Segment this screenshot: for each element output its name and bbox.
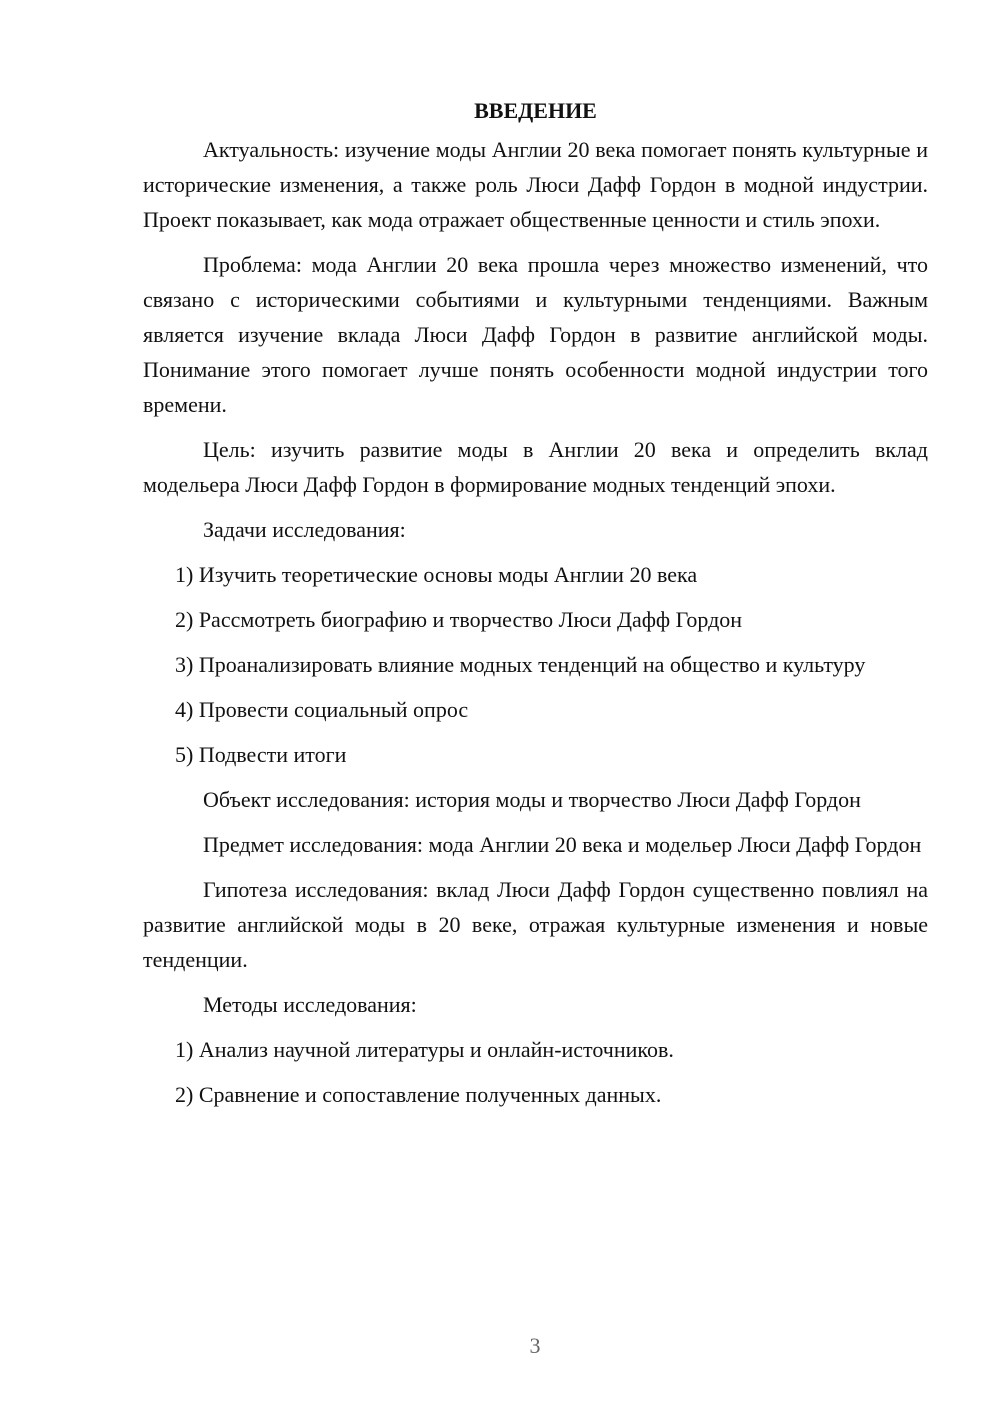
task-item: 5) Подвести итоги [175, 742, 347, 767]
task-item: 1) Изучить теоретические основы моды Англии 20 века [175, 562, 698, 587]
method-item: 2) Сравнение и сопоставление полученных данных. [175, 1082, 662, 1107]
task-item: 2) Рассмотреть биографию и творчество Люси Дафф Гордон [175, 607, 743, 632]
paragraph-object: Объект исследования: история моды и творчество Люси Дафф Гордон [203, 787, 861, 812]
paragraph-hypothesis: Гипотеза исследования: вклад Люси Дафф Гордон существенно повлиял на развитие английской моды в 20 веке, отражая культурные изменения и новые тенденции. [143, 877, 928, 972]
page-title: ВВЕДЕНИЕ [474, 98, 597, 123]
task-item: 3) Проанализировать влияние модных тенденций на общество и культуру [175, 652, 866, 677]
method-item: 1) Анализ научной литературы и онлайн-источников. [175, 1037, 674, 1062]
paragraph-goal: Цель: изучить развитие моды в Англии 20 века и определить вклад модельера Люси Дафф Гордон в формирование модных тенденций эпохи. [143, 437, 928, 497]
paragraph-relevance: Актуальность: изучение моды Англии 20 века помогает понять культурные и исторические изменения, а также роль Люси Дафф Гордон в модной индустрии. Проект показывает, как мода отражает общественные ценности и стиль эпохи. [143, 137, 928, 232]
page-number: 3 [529, 1333, 541, 1358]
document-page [143, 93, 928, 1122]
paragraph-problem: Проблема: мода Англии 20 века прошла через множество изменений, что связано с историческими событиями и культурными тенденциями. Важным является изучение вклада Люси Дафф Гордон в развитие английской моды. Понимание этого помогает лучше понять особенности модной индустрии того времени. [143, 252, 928, 417]
tasks-heading: Задачи исследования: [203, 517, 406, 542]
paragraph-subject: Предмет исследования: мода Англии 20 века и модельер Люси Дафф Гордон [203, 832, 922, 857]
methods-heading: Методы исследования: [203, 992, 417, 1017]
task-item: 4) Провести социальный опрос [175, 697, 469, 722]
